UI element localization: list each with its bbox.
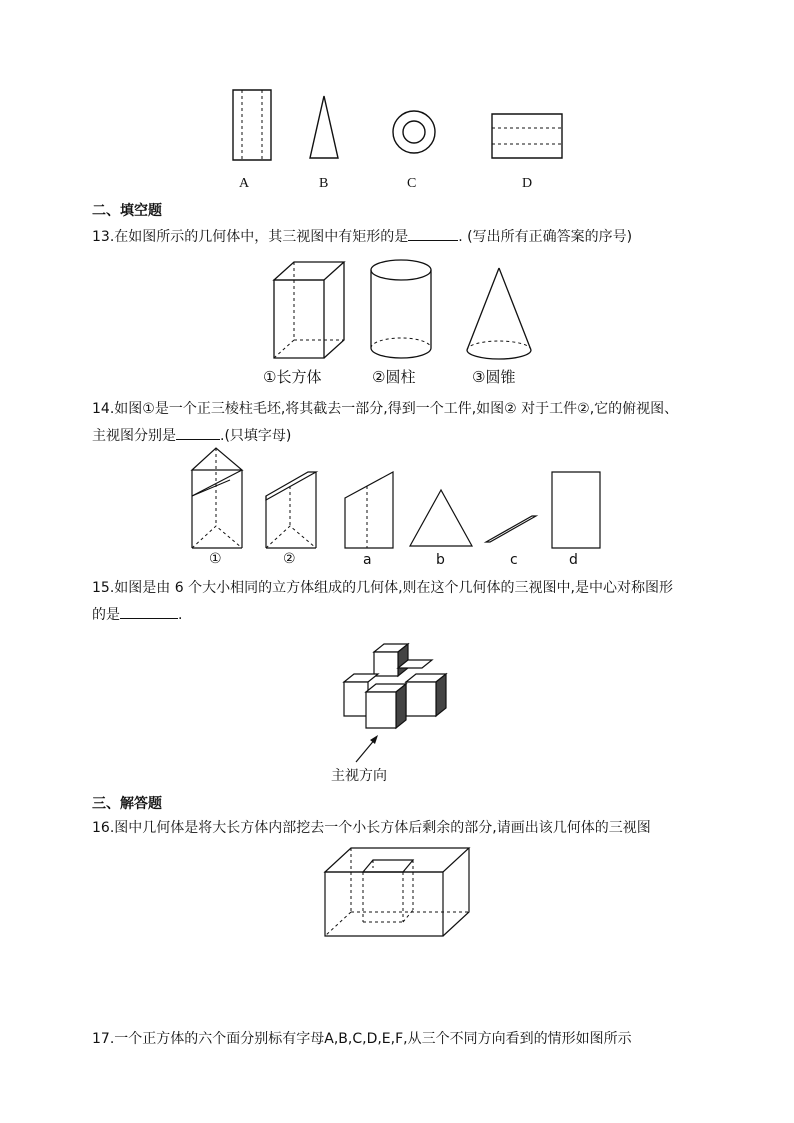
question-15-line-2 — [92, 604, 182, 625]
cone-label: ③圆锥 — [472, 368, 516, 386]
hollow-cuboid-figure — [322, 846, 472, 938]
question-14-hint: .(只填字母) — [220, 428, 292, 444]
option-a-label: A — [239, 176, 250, 191]
option-b-label: B — [319, 176, 329, 191]
question-14-line-2 — [92, 425, 291, 446]
cylinder-figure — [368, 258, 434, 362]
question-13-stem: 13.在如图所示的几何体中，其三视图中有矩形的是 — [92, 229, 409, 245]
option-a-view-label: a — [363, 552, 372, 568]
view-direction-label: 主视方向 — [331, 768, 387, 784]
option-c-view-label: c — [510, 552, 518, 568]
question-16-text: 16.图中几何体是将大长方体内部挖去一个小长方体后剩余的部分,请画出该几何体的三视图 — [92, 820, 651, 836]
question-15-stem: 的是 — [92, 607, 120, 623]
option-d-figure — [490, 112, 564, 160]
view-direction-arrow-icon — [352, 732, 382, 766]
option-b-figure — [308, 94, 340, 160]
view-d-figure — [550, 470, 602, 550]
cuboid-label: ①长方体 — [263, 368, 322, 386]
question-14-stem: 主视图分别是 — [92, 428, 176, 444]
question-13-hint: . (写出所有正确答案的序号) — [458, 229, 633, 245]
cylinder-label: ②圆柱 — [372, 368, 416, 386]
cuboid-figure — [268, 260, 348, 362]
option-a-figure — [230, 88, 276, 162]
question-13-text — [92, 226, 632, 247]
question-14-line-1: 14.如图①是一个正三棱柱毛坯,将其截去一部分,得到一个工件,如图② 对于工件②,它的俯视图、 — [92, 401, 679, 417]
view-a-figure — [343, 470, 395, 550]
option-d-label: D — [522, 176, 533, 191]
view-c-figure — [484, 512, 538, 546]
answer-blank[interactable] — [120, 604, 178, 619]
option-b-view-label: b — [436, 552, 445, 568]
view-b-figure — [408, 488, 474, 550]
question-15-hint: . — [178, 607, 183, 623]
section-2-title: 二、填空题 — [92, 203, 162, 219]
workpiece-figure — [264, 470, 320, 550]
triangular-prism-figure — [190, 446, 246, 550]
cone-figure — [464, 266, 534, 362]
figure-1-label: ① — [209, 551, 222, 567]
figure-2-label: ② — [283, 551, 296, 567]
option-d-view-label: d — [569, 552, 578, 568]
option-c-label: C — [407, 176, 417, 191]
section-3-title: 三、解答题 — [92, 796, 162, 812]
cube-stack-figure — [340, 636, 456, 736]
question-17-text: 17.一个正方体的六个面分别标有字母A,B,C,D,E,F,从三个不同方向看到的情形如图所示 — [92, 1031, 632, 1047]
answer-blank[interactable] — [408, 226, 458, 241]
question-15-line-1: 15.如图是由 6 个大小相同的立方体组成的几何体,则在这个几何体的三视图中,是中心对称图形 — [92, 580, 673, 596]
option-c-figure — [390, 108, 438, 156]
answer-blank[interactable] — [176, 425, 220, 440]
